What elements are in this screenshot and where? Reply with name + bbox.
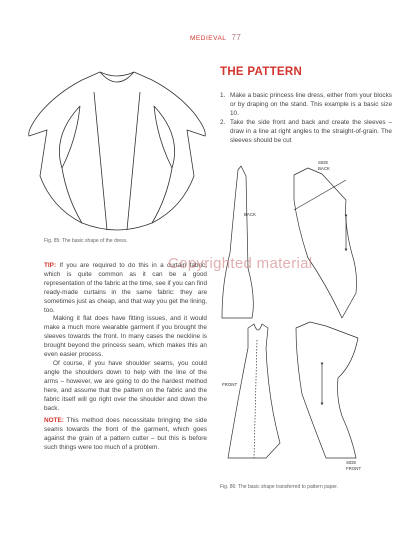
label-side-back-2: BACK [318, 166, 330, 171]
step-number: 2. [220, 118, 226, 126]
paragraph-fitting: Making it flat does have fitting issues, and it would make a much more wearable garment if you brought the sleeves towards the front. In many cases the neckline is brought beyond the princess seam, which makes this an even easier process. [44, 315, 207, 359]
right-front-seam [127, 92, 140, 230]
label-back: BACK [244, 212, 256, 217]
tip-label: TIP: [44, 262, 57, 269]
dress-outline [29, 72, 206, 230]
label-side-back-1: SIDE [318, 160, 329, 165]
side-front-pattern-piece [296, 322, 358, 458]
left-sleeve-opening [59, 106, 80, 168]
note-paragraph [44, 417, 207, 453]
front-centre-line [254, 340, 257, 458]
label-front: FRONT [222, 382, 238, 387]
right-princess-seam [152, 168, 172, 223]
pattern-diagram [218, 158, 394, 480]
step-2 [220, 119, 392, 146]
neckline [100, 72, 134, 82]
note-text: This method does necessitate bringing the side seams towards the front of the garment, which goes against the grain of a pattern cutter – but this is before such things were too much of a problem. [44, 417, 207, 452]
left-front-seam [94, 92, 107, 230]
figure-86-caption: Fig. 86: The basic shape transferred to pattern paper. [220, 484, 339, 490]
side-back-pattern-piece [294, 168, 357, 318]
label-side-front-2: FRONT [346, 466, 362, 471]
right-sleeve-opening [154, 106, 175, 168]
page-number: 77 [231, 33, 242, 42]
sleeve-right-angle-line [294, 180, 346, 210]
section-title: THE PATTERN [220, 66, 303, 78]
label-side-front-1: SIDE [346, 460, 357, 465]
watermark: Copyrighted material [168, 255, 313, 272]
paragraph-shoulders: Of course, if you have shoulder seams, you could angle the shoulders down to help with the line of the arms – however, we are going to do the hardest method here, and assume that the pattern on the fabric and the fabric itself will go right over the shoulder and down the back. [44, 359, 207, 412]
step-text: Take the side front and back and create the sleeves – draw in a line at right angles to the straight-of-grain. The sleeves should be cut [230, 118, 392, 144]
left-princess-seam [62, 168, 82, 223]
note-label: NOTE: [44, 417, 64, 425]
body-text [44, 262, 207, 453]
dress-illustration [22, 58, 212, 233]
step-number: 1. [220, 92, 226, 99]
pattern-steps [220, 92, 392, 145]
tip-text: If you are required to do this in a curtain fabric, which is quite common as it can be a good representation of the fabric at the time, see if you can find ready-made curtains in the same fabric: they are sometimes just as cheap, and that way you get the lining, too. [44, 262, 207, 314]
section-name: MEDIEVAL [190, 35, 227, 42]
running-header [190, 33, 241, 42]
front-pattern-piece [228, 324, 280, 458]
step-text: Make a basic princess line dress, either from your blocks or by draping on the stand. This example is a basic size 10. [230, 92, 392, 117]
step-1 [220, 92, 392, 119]
back-pattern-piece [222, 166, 253, 318]
figure-85-caption: Fig. 85: The basic shape of the dress. [44, 238, 128, 244]
